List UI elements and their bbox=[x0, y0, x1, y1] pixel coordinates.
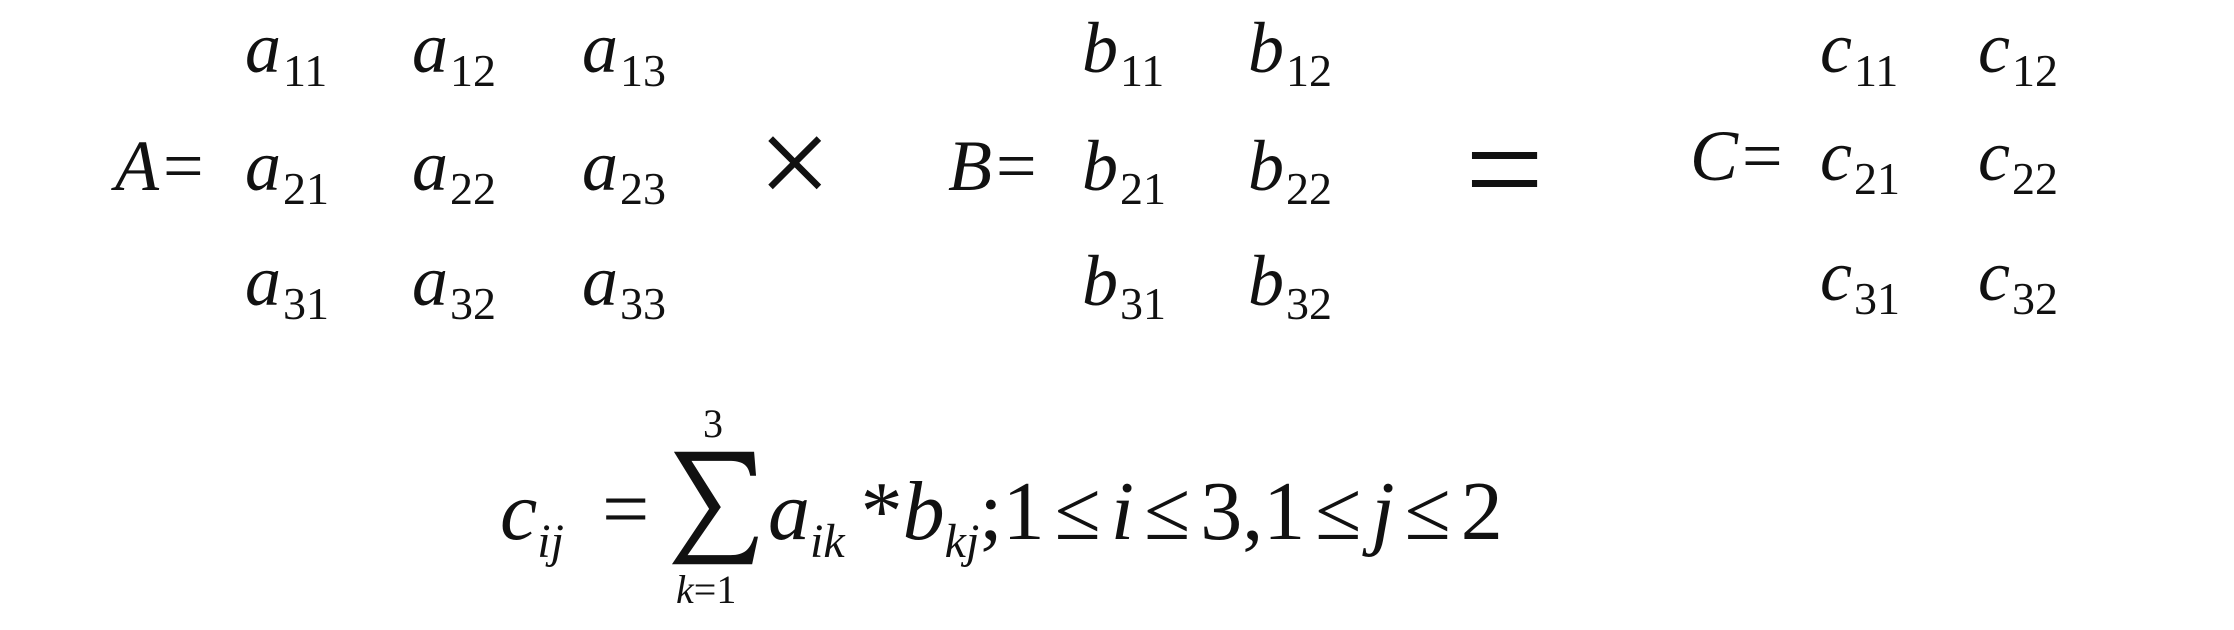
matrix-c-entry-32: c32 bbox=[1978, 236, 2058, 324]
term-a-sub: ik bbox=[810, 515, 845, 568]
matrix-c-entry-31: c31 bbox=[1820, 236, 1900, 324]
c2-rel2: ≤ bbox=[1404, 465, 1451, 558]
formula-equals: = bbox=[602, 463, 650, 556]
matrix-a-entry-12: a12 bbox=[412, 8, 496, 96]
term-b-base: b bbox=[902, 465, 945, 558]
c1-rel1: ≤ bbox=[1054, 465, 1101, 558]
summation-sigma-icon bbox=[670, 448, 758, 568]
matrix-b-entry-22: b22 bbox=[1248, 126, 1332, 214]
matrix-b-entry-21: b21 bbox=[1082, 126, 1166, 214]
sum-lower-limit: k=1 bbox=[676, 567, 737, 612]
times-operator: × bbox=[758, 91, 832, 235]
matrix-c-entry-21: c21 bbox=[1820, 116, 1900, 204]
matrix-a-entry-23: a23 bbox=[582, 126, 666, 214]
matrix-a-label bbox=[115, 126, 204, 206]
matrix-b-entry-12: b12 bbox=[1248, 8, 1332, 96]
matrix-a-entry-33: a33 bbox=[582, 241, 666, 329]
matrix-a-equals: = bbox=[162, 126, 204, 206]
formula-lhs-sub: ij bbox=[537, 515, 564, 568]
c2-var: j bbox=[1371, 465, 1395, 558]
equals-operator: = bbox=[1465, 92, 1544, 247]
formula-rhs bbox=[768, 465, 1503, 568]
formula-lhs-base: c bbox=[500, 465, 538, 558]
matrix-a-entry-13: a13 bbox=[582, 8, 666, 96]
c1-lower: 1 bbox=[1002, 465, 1045, 558]
c1-var: i bbox=[1110, 465, 1135, 558]
matrix-c-name: C bbox=[1690, 116, 1739, 196]
matrix-c-entry-22: c22 bbox=[1978, 116, 2058, 204]
matrix-a-name: A bbox=[115, 126, 159, 206]
term-b-sub: kj bbox=[944, 515, 980, 568]
matrix-b-label bbox=[948, 126, 1037, 206]
matrix-a-entry-22: a22 bbox=[412, 126, 496, 214]
matrix-b-equals: = bbox=[995, 126, 1037, 206]
c2-upper: 2 bbox=[1460, 465, 1503, 558]
matrix-c-entry-11: c11 bbox=[1820, 8, 1899, 96]
constraint-separator: ; bbox=[979, 465, 1003, 558]
matrix-b-entry-32: b32 bbox=[1248, 241, 1332, 329]
matrix-b-name: B bbox=[948, 126, 992, 206]
matrix-c-equals: = bbox=[1742, 116, 1783, 196]
sum-upper-limit: 3 bbox=[703, 401, 723, 446]
matrix-a-entry-21: a21 bbox=[245, 126, 329, 214]
matrix-b-entry-11: b11 bbox=[1082, 8, 1165, 96]
constraint-comma: , bbox=[1242, 465, 1264, 558]
c1-upper: 3 bbox=[1200, 465, 1243, 558]
matrix-a-entry-31: a31 bbox=[245, 241, 329, 329]
c1-rel2: ≤ bbox=[1144, 465, 1191, 558]
formula-lhs bbox=[500, 465, 564, 568]
c2-rel1: ≤ bbox=[1315, 465, 1362, 558]
matrix-c-entry-12: c12 bbox=[1978, 8, 2058, 96]
matrix-b-entry-31: b31 bbox=[1082, 241, 1166, 329]
mult-operator: * bbox=[860, 465, 903, 558]
matrix-a-entry-32: a32 bbox=[412, 241, 496, 329]
matrix-a-entry-11: a11 bbox=[245, 8, 328, 96]
matrix-c-label bbox=[1690, 116, 1783, 196]
c2-lower: 1 bbox=[1263, 465, 1306, 558]
term-a-base: a bbox=[768, 465, 810, 558]
